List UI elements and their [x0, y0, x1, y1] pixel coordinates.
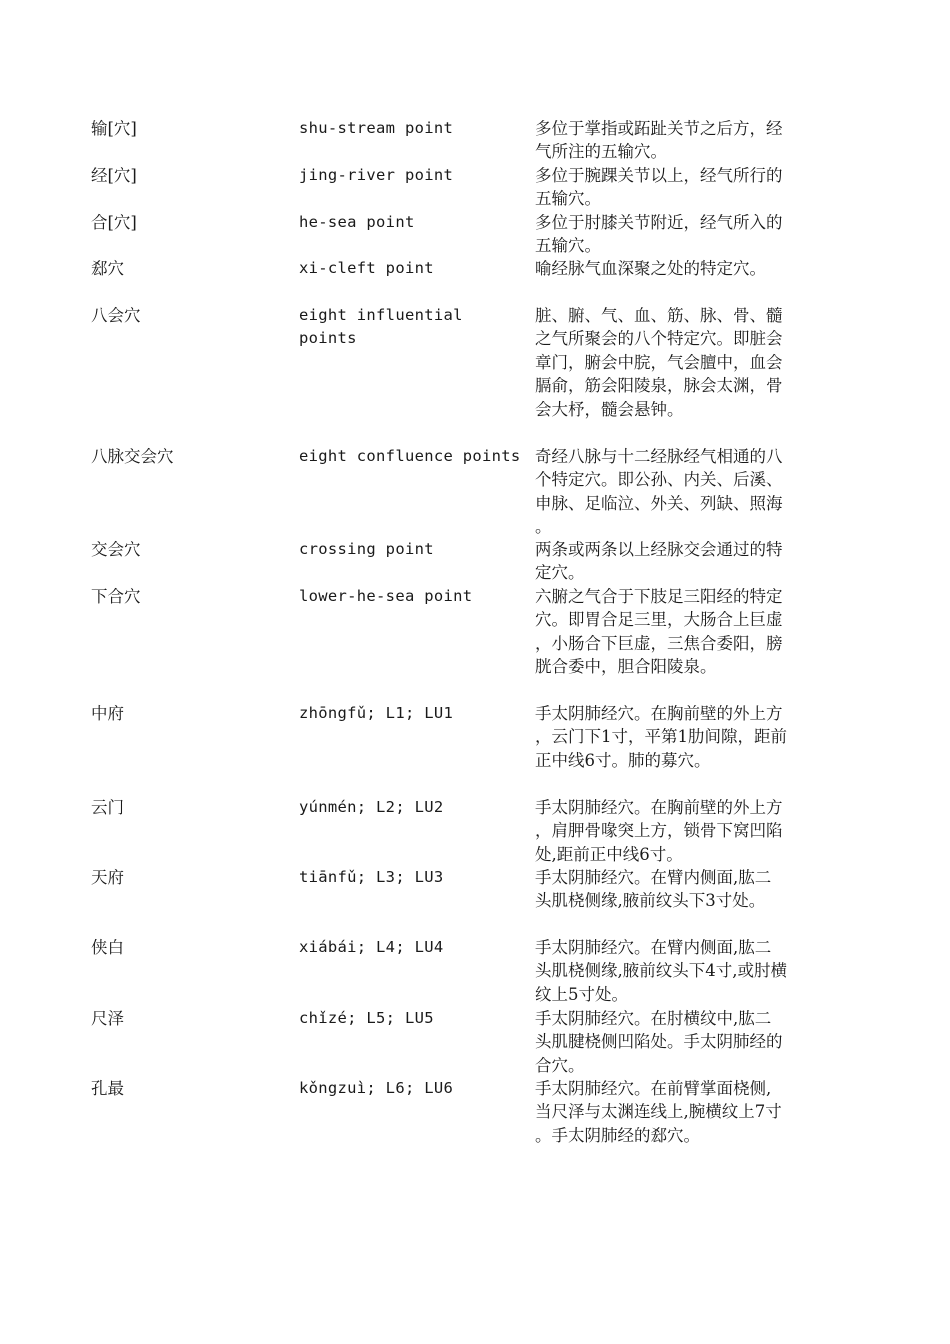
term-cell: 下合穴 [91, 587, 141, 606]
definition-cell: 多位于腕踝关节以上，经气所行的五输穴。 [535, 166, 783, 209]
term-cell: 输[穴] [91, 119, 137, 138]
definition-cell: 手太阴肺经穴。在胸前壁的外上方，肩胛骨喙突上方，锁骨下窝凹陷处,距前正中线6寸。 [535, 798, 783, 864]
term-cell: 郄穴 [91, 259, 124, 278]
term-cell: 侠白 [91, 938, 124, 957]
english-cell: kǒngzuì; L6; LU6 [299, 1079, 454, 1097]
term-cell: 经[穴] [91, 166, 137, 185]
definition-cell: 手太阴肺经穴。在臂内侧面,肱二头肌桡侧缘,腋前纹头下4寸,或肘横纹上5寸处。 [535, 938, 787, 1004]
definition-cell: 多位于肘膝关节附近，经气所入的五输穴。 [535, 213, 783, 256]
english-cell: jing-river point [299, 166, 454, 184]
term-cell: 八脉交会穴 [91, 447, 174, 466]
definition-cell: 脏、腑、气、血、筋、脉、骨、髓之气所聚会的八个特定穴。即脏会章门，腑会中脘，气会膻中，血会膈俞，筋会阳陵泉，脉会太渊，骨会大杼，髓会悬钟。 [535, 306, 783, 419]
term-cell: 中府 [91, 704, 124, 723]
definition-cell: 手太阴肺经穴。在肘横纹中,肱二头肌腱桡侧凹陷处。手太阴肺经的合穴。 [535, 1009, 783, 1075]
english-cell: xiábái; L4; LU4 [299, 938, 444, 956]
english-cell: tiānfǔ; L3; LU3 [299, 868, 444, 886]
term-cell: 八会穴 [91, 306, 141, 325]
english-cell: crossing point [299, 540, 434, 558]
definition-cell: 手太阴肺经穴。在臂内侧面,肱二头肌桡侧缘,腋前纹头下3寸处。 [535, 868, 772, 911]
english-cell: xi-cleft point [299, 259, 434, 277]
english-cell: chǐzé; L5; LU5 [299, 1009, 434, 1027]
term-cell: 云门 [91, 798, 124, 817]
english-cell: eight confluence points [299, 447, 521, 465]
english-cell: eight influential points [299, 306, 463, 348]
english-cell: he-sea point [299, 213, 415, 231]
definition-cell: 喻经脉气血深聚之处的特定穴。 [535, 259, 766, 278]
definition-cell: 两条或两条以上经脉交会通过的特定穴。 [535, 540, 783, 583]
english-cell: shu-stream point [299, 119, 454, 137]
term-cell: 合[穴] [91, 213, 137, 232]
term-cell: 孔最 [91, 1079, 124, 1098]
term-cell: 尺泽 [91, 1009, 124, 1028]
definition-cell: 奇经八脉与十二经脉经气相通的八个特定穴。即公孙、内关、后溪、申脉、足临泣、外关、列缺、照海。 [535, 447, 783, 537]
definition-cell: 手太阴肺经穴。在前臂掌面桡侧,当尺泽与太渊连线上,腕横纹上7寸。手太阴肺经的郄穴。 [535, 1079, 782, 1145]
term-cell: 天府 [91, 868, 124, 887]
english-cell: yúnmén; L2; LU2 [299, 798, 444, 816]
definition-cell: 六腑之气合于下肢足三阳经的特定穴。即胃合足三里，大肠合上巨虚，小肠合下巨虚，三焦合委阳，膀胱合委中，胆合阳陵泉。 [535, 587, 783, 677]
definition-cell: 多位于掌指或跖趾关节之后方，经气所注的五输穴。 [535, 119, 783, 162]
english-cell: zhōngfǔ; L1; LU1 [299, 704, 454, 722]
english-cell: lower-he-sea point [299, 587, 473, 605]
definition-cell: 手太阴肺经穴。在胸前壁的外上方，云门下1寸，平第1肋间隙，距前正中线6寸。肺的募穴。 [535, 704, 787, 770]
term-cell: 交会穴 [91, 540, 141, 559]
